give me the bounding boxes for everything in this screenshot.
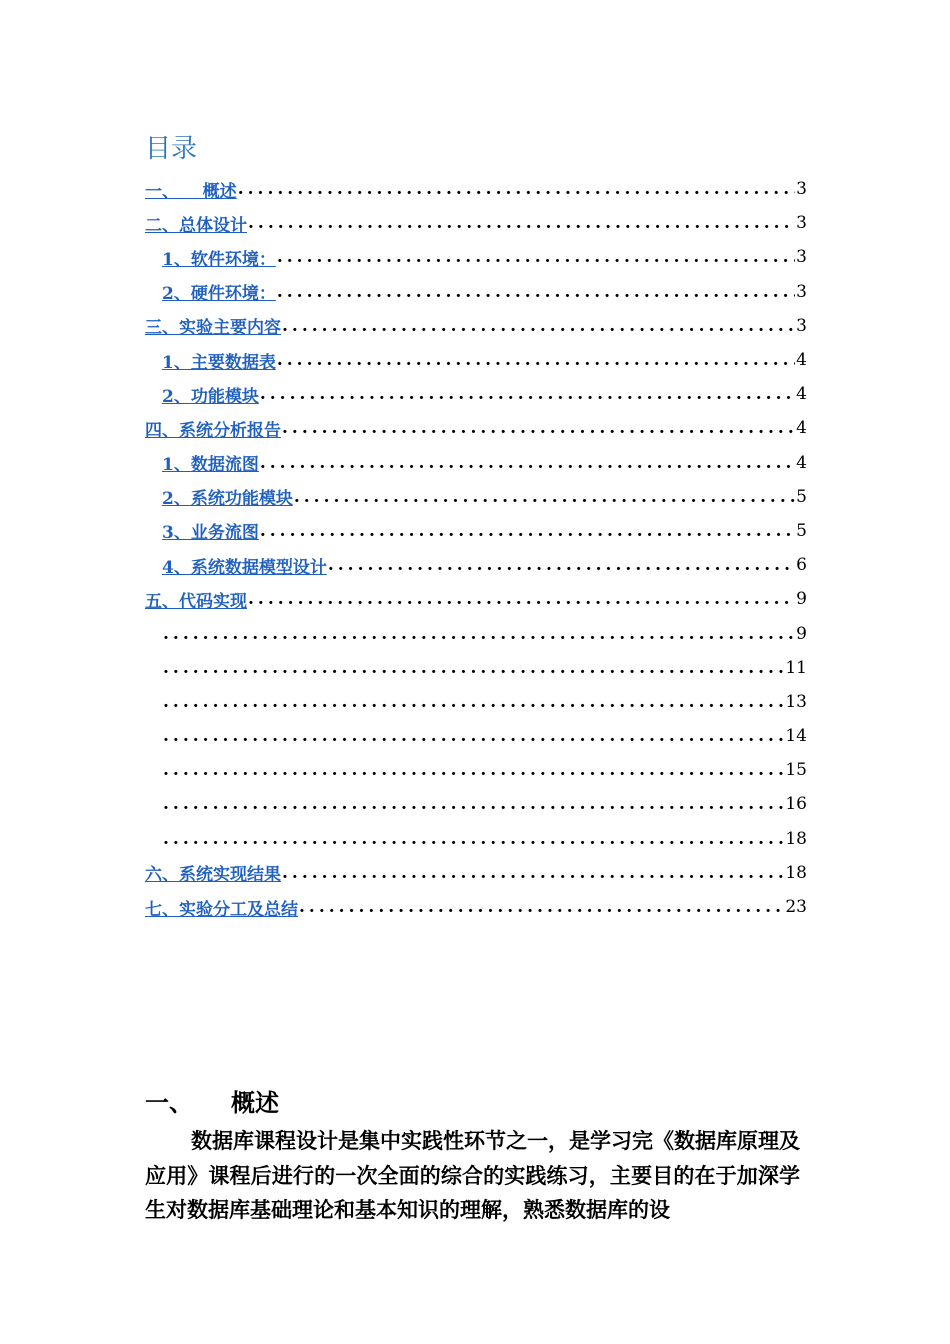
toc-entry[interactable]: [145, 719, 807, 753]
toc-entry[interactable]: [145, 206, 807, 240]
toc-page-number: 9: [796, 623, 807, 644]
toc-entry-link[interactable]: 一、 概述: [145, 181, 237, 202]
toc-entry-link[interactable]: 2、硬件环境：: [162, 284, 276, 305]
toc-dot-leader: [163, 624, 795, 644]
toc-page-number: 5: [796, 486, 807, 507]
toc-entry[interactable]: [145, 822, 807, 856]
toc-page-number: 4: [796, 452, 807, 473]
toc-entry-link[interactable]: 五、代码实现: [145, 591, 247, 612]
toc-dot-leader: [260, 384, 795, 404]
section-heading: [145, 1086, 279, 1120]
toc-page-number: 16: [785, 794, 807, 815]
toc-dot-leader: [163, 760, 784, 780]
toc-entry[interactable]: [145, 890, 807, 924]
toc-page-number: 4: [796, 418, 807, 439]
toc-entry[interactable]: [145, 548, 807, 582]
toc-entry[interactable]: [145, 787, 807, 821]
toc-entry-link[interactable]: 3、业务流图: [162, 523, 259, 544]
toc-page-number: 23: [785, 897, 807, 918]
section-paragraph: 数据库课程设计是集中实践性环节之一，是学习完《数据库原理及应用》课程后进行的一次全面的综合的实践练习，主要目的在于加深学生对数据库基础理论和基本知识的理解，熟悉数据库的设: [145, 1129, 800, 1222]
toc-dot-leader: [163, 658, 784, 678]
toc-entry[interactable]: [145, 309, 807, 343]
toc-dot-leader: [163, 794, 784, 814]
toc-dot-leader: [277, 282, 795, 302]
toc-dot-leader: [282, 863, 784, 883]
toc-entry[interactable]: [145, 616, 807, 650]
toc-dot-leader: [163, 829, 784, 849]
toc-page-number: 14: [785, 726, 807, 747]
toc-page-number: 6: [796, 555, 807, 576]
toc-page-number: 3: [796, 213, 807, 234]
toc-page-number: 18: [785, 862, 807, 883]
toc-dot-leader: [294, 487, 795, 507]
toc-entry-link[interactable]: 2、系统功能模块: [162, 489, 293, 510]
toc-page-number: 9: [796, 589, 807, 610]
toc-page-number: 15: [785, 760, 807, 781]
toc-entry[interactable]: [145, 343, 807, 377]
toc-entry-link[interactable]: 1、主要数据表: [162, 352, 276, 373]
toc-page-number: 3: [796, 281, 807, 302]
toc-entry[interactable]: [145, 480, 807, 514]
toc-dot-leader: [299, 897, 784, 917]
toc-entry-link[interactable]: 三、实验主要内容: [145, 318, 281, 339]
toc-dot-leader: [277, 247, 795, 267]
toc-page-number: 13: [785, 691, 807, 712]
toc-entry-link[interactable]: 4、系统数据模型设计: [162, 557, 327, 578]
toc-page-number: 4: [796, 384, 807, 405]
toc-dot-leader: [248, 213, 795, 233]
toc-entry-link[interactable]: 六、系统实现结果: [145, 865, 281, 886]
toc-entry-link[interactable]: 1、数据流图: [162, 455, 259, 476]
toc-entry-link[interactable]: 七、实验分工及总结: [145, 899, 298, 920]
toc-page-number: 3: [796, 179, 807, 200]
toc-dot-leader: [163, 726, 784, 746]
toc-dot-leader: [248, 589, 795, 609]
toc-entry[interactable]: [145, 240, 807, 274]
toc-entry-link[interactable]: 2、功能模块: [162, 386, 259, 407]
toc-page-number: 18: [785, 828, 807, 849]
toc-entry[interactable]: [145, 685, 807, 719]
toc-entry[interactable]: [145, 856, 807, 890]
toc-dot-leader: [282, 418, 795, 438]
toc-page-number: 5: [796, 520, 807, 541]
toc-entry[interactable]: [145, 377, 807, 411]
table-of-contents: [145, 172, 807, 924]
toc-dot-leader: [277, 350, 795, 370]
toc-page-number: 4: [796, 350, 807, 371]
toc-dot-leader: [163, 692, 784, 712]
toc-dot-leader: [238, 179, 795, 199]
toc-entry[interactable]: [145, 411, 807, 445]
toc-page-number: 3: [796, 315, 807, 336]
toc-dot-leader: [282, 316, 795, 336]
section-number: 一、: [145, 1089, 193, 1117]
toc-dot-leader: [328, 555, 795, 575]
toc-entry-link[interactable]: 四、系统分析报告: [145, 420, 281, 441]
toc-entry[interactable]: [145, 446, 807, 480]
toc-entry[interactable]: [145, 514, 807, 548]
toc-entry[interactable]: [145, 172, 807, 206]
toc-entry-link[interactable]: 二、总体设计: [145, 215, 247, 236]
toc-dot-leader: [260, 453, 795, 473]
section-title: 概述: [231, 1089, 279, 1117]
toc-entry[interactable]: [145, 753, 807, 787]
toc-entry[interactable]: [145, 651, 807, 685]
toc-page-number: 3: [796, 247, 807, 268]
toc-page-number: 11: [785, 657, 807, 678]
toc-entry-link[interactable]: 1、软件环境：: [162, 249, 276, 270]
toc-title: 目录: [145, 134, 198, 164]
toc-entry[interactable]: [145, 275, 807, 309]
toc-dot-leader: [260, 521, 795, 541]
toc-entry[interactable]: [145, 582, 807, 616]
